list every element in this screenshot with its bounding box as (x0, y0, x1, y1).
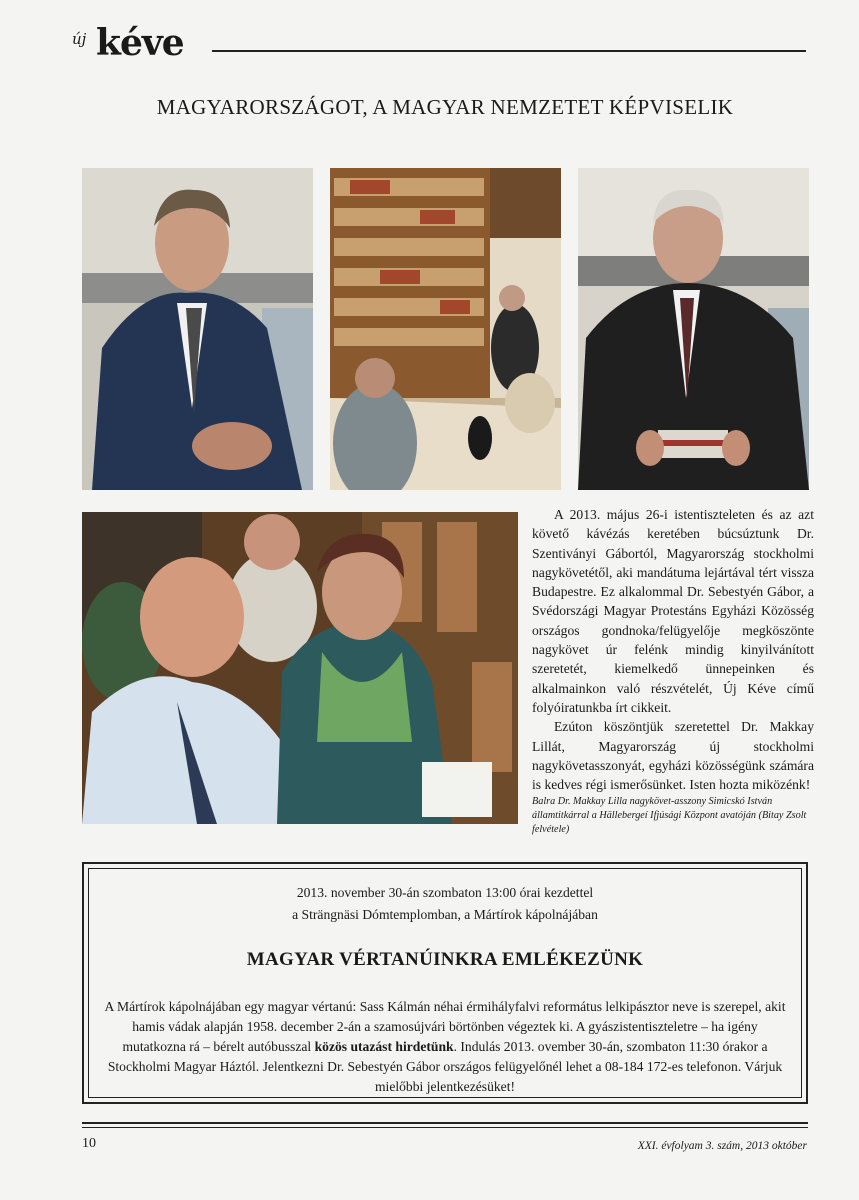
event-heading: MAGYAR VÉRTANÚINKRA EMLÉKEZÜNK (246, 949, 644, 970)
event-location-line: a Strängnäsi Dómtemplomban, a Mártírok kápolnájában (292, 907, 598, 922)
photo-man-holding-gift (578, 168, 809, 490)
footer-rule-thin (82, 1127, 808, 1128)
masthead-prefix: új (72, 30, 87, 48)
event-description-text-after: . Indulás 2013. ovember 30-án, szombaton 11:30 órakor a Stockholmi Magyar Háztól. Jelentkezni Dr. Sebestyén Gábor országos felügyelőnél lehet a 08-184 172-es telefonon. Várjuk mielőbbi jelentkezésüket! (107, 1039, 783, 1094)
event-notice-inner (88, 868, 802, 1098)
masthead-logo: kéve (96, 22, 184, 64)
photo-man-in-suit-speaking (82, 168, 313, 490)
masthead (72, 22, 812, 66)
event-notice-box (82, 862, 808, 1104)
event-description (103, 997, 787, 1097)
article-paragraph: A 2013. május 26-i istentiszteleten és az azt követő kávézás keretében búcsúztunk Dr. Szentiványi Gábortól, Magyarország stockholmi nagykövetétől, aki mandátuma lejártával tért vissza Budapestre. Ez alkalommal Dr. Sebestyén Gábor, a Svédországi Magyar Protestáns Egyházi Közösség országos gondnoka/felügyelője megköszönte nagykövet úr felénk mindig kinyilvánított szeretetét, kiemelkedő ünnepeinken és alkalmainkon való részvételét, Új Kéve című folyóiratunkba írt cikkeit. (532, 507, 814, 715)
page-title: MAGYARORSZÁGOT, A MAGYAR NEMZETET KÉPVISELIK (156, 95, 734, 119)
event-description-bold: közös utazást hirdetünk (314, 1039, 454, 1054)
masthead-rule (212, 50, 806, 52)
article-paragraph: Ezúton köszöntjük szeretettel Dr. Makkay Lillát, Magyarország új stockholmi nagykövetasszonyát, egyházi közösségünk számára is kedves régi ismerősünket. Isten hozta miközénk! (532, 719, 814, 793)
footer-rule (82, 1122, 808, 1124)
article-body (532, 505, 814, 794)
photo-library-reception (330, 168, 561, 490)
event-description-text: A Mártírok kápolnájában egy magyar vértanú: Sass Kálmán néhai érmihályfalvi református lelkipásztor neve is szerepel, akit hamis vádak alapján 1958. december 2-án a szamosújvári börtönben végeztek ki. A gyászistentiszteletre – ha igény mutatkozna rá – bérelt autóbusszal (104, 999, 786, 1054)
page-number: 10 (82, 1136, 96, 1151)
event-date-line: 2013. november 30-án szombaton 13:00 órai kezdettel (296, 885, 594, 900)
issue-info: XXI. évfolyam 3. szám, 2013 október (637, 1140, 807, 1152)
photo-audience (82, 512, 518, 824)
photo-caption: Balra Dr. Makkay Lilla nagykövet-asszony Simicskó István államtitkárral a Hällebergeí Ifjúsági Központ avatóján (Bitay Zsolt felvétele) (532, 796, 807, 835)
